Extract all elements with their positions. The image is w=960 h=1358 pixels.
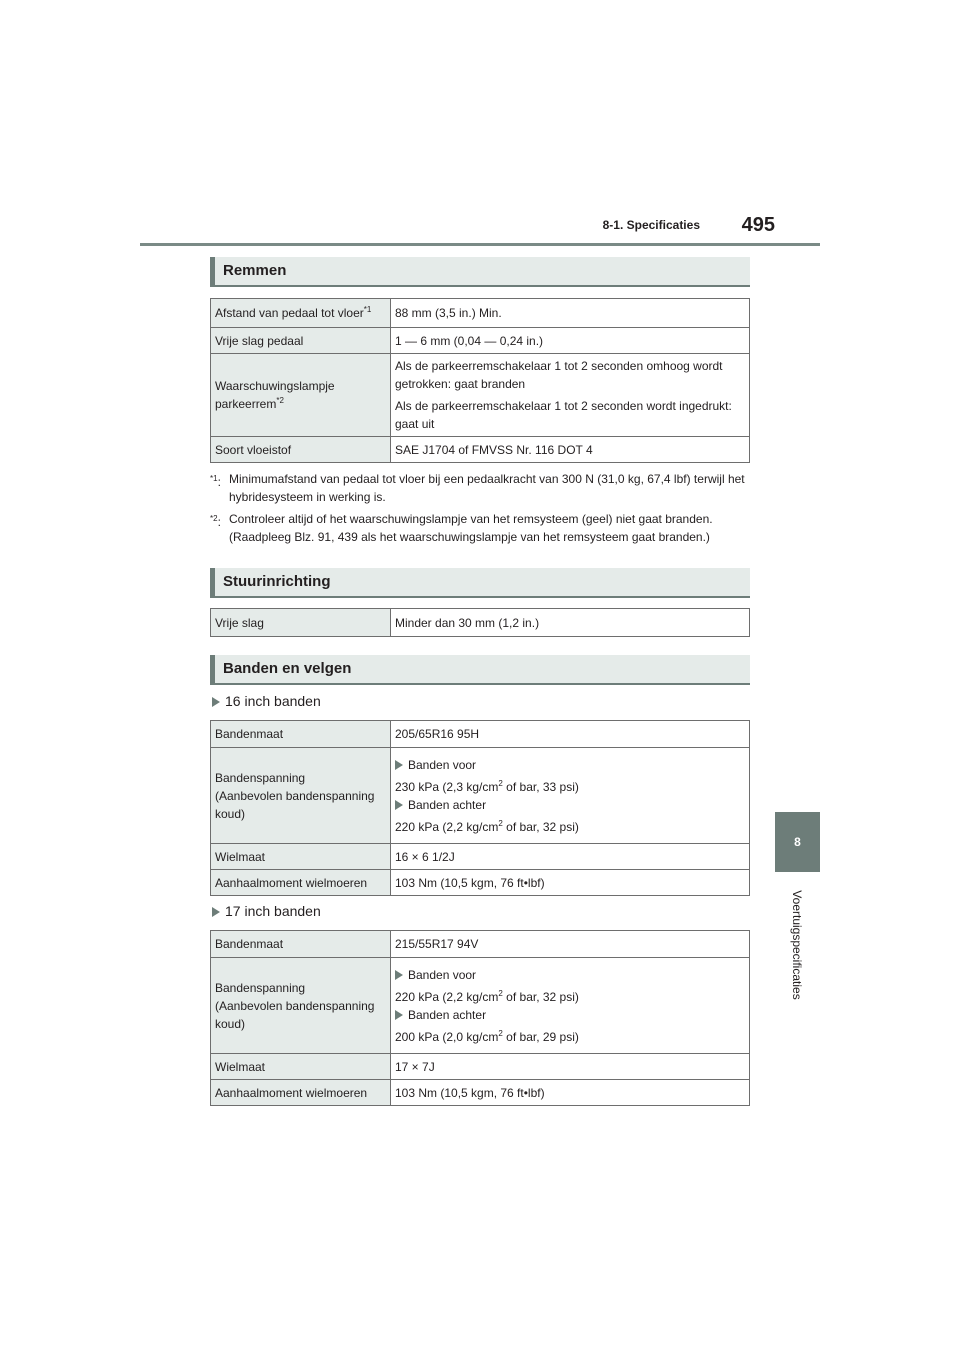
table-row [211,437,750,463]
table-row [211,748,750,844]
spec-value: 88 mm (3,5 in.) Min. [391,299,750,328]
triangle-right-icon [395,800,403,810]
spec-value: 1 — 6 mm (0,04 — 0,24 in.) [391,328,750,354]
tire-front-pressure: 220 kPa (2,2 $kg/cm^2$ of bar, 32 psi) [395,988,579,1004]
triangle-right-icon [212,907,220,917]
footnote-text: Controleer altijd of het waarschuwingslampje van het remsysteem (geel) niet gaat branden. (Raadpleeg Blz. 91, 439 als het waarschuwingslampje van het remsysteem gaat branden.) [229,512,713,544]
table-row [211,609,750,637]
spec-key: Bandenspanning (Aanbevolen bandenspanning koud) [211,748,391,844]
section-header-banden [210,655,750,685]
spec-value-line: Als de parkeerremschakelaar 1 tot 2 seconden wordt ingedrukt: gaat uit [395,399,732,431]
spec-key: Aanhaalmoment wielmoeren [211,1080,391,1106]
footnote-text: Minimumafstand van pedaal tot vloer bij een pedaalkracht van 300 N (31,0 kg, 67,4 lbf) terwijl het hybridesysteem in werking is. [229,472,745,504]
spec-value [391,748,750,844]
section-title: Stuurinrichting [223,573,331,590]
spec-table-remmen [210,298,750,463]
chapter-tab: 8 [775,812,820,872]
spec-key: Vrije slag pedaal [211,328,391,354]
spec-value: 17 × 7J [391,1054,750,1080]
spec-table-16-inch [210,720,750,896]
triangle-right-icon [395,1010,403,1020]
spec-key: Afstand van pedaal tot vloer$^{*1}$ [211,299,391,328]
header-rule [140,243,820,246]
spec-value: 103 Nm (10,5 kgm, 76 ft•lbf) [391,870,750,896]
spec-key: Bandenmaat [211,721,391,748]
table-row [211,844,750,870]
table-row [211,870,750,896]
section-header-bar [210,257,215,285]
spec-key: Bandenspanning (Aanbevolen bandenspanning koud) [211,958,391,1054]
spec-value: 16 × 6 1/2J [391,844,750,870]
footnote-2 [210,510,755,546]
section-header-stuurinrichting [210,568,750,598]
running-header-section: 8-1. Specificaties [602,218,700,232]
section-header-bar [210,655,215,683]
spec-key: Soort vloeistof [211,437,391,463]
tire-rear-label: Banden achter [395,1006,745,1024]
table-row [211,721,750,748]
spec-key: Bandenmaat [211,931,391,958]
tire-front-label: Banden voor [395,966,745,984]
table-row [211,1054,750,1080]
spec-value [391,958,750,1054]
spec-value: 205/65R16 95H [391,721,750,748]
page-number: 495 [741,214,775,236]
spec-key: Wielmaat [211,844,391,870]
tire-rear-label: Banden achter [395,796,745,814]
tire-rear-pressure: 200 kPa (2,0 $kg/cm^2$ of bar, 29 psi) [395,1028,579,1044]
spec-key: Aanhaalmoment wielmoeren [211,870,391,896]
table-row [211,1080,750,1106]
table-row [211,354,750,437]
footnote-mark: $^{*1}$: [210,474,221,489]
tire-rear-pressure: 220 kPa (2,2 $kg/cm^2$ of bar, 32 psi) [395,818,579,834]
footnote-mark: $^{*2}$: [210,514,221,529]
table-row [211,958,750,1054]
spec-value [391,354,750,437]
spec-value: 215/55R17 94V [391,931,750,958]
triangle-right-icon [395,970,403,980]
chapter-label: Voertuigspecificaties [790,890,804,1000]
spec-value: 103 Nm (10,5 kgm, 76 ft•lbf) [391,1080,750,1106]
spec-value: Minder dan 30 mm (1,2 in.) [391,609,750,637]
table-row [211,328,750,354]
subheading-16-inch: 16 inch banden [212,693,321,709]
spec-key: Waarschuwingslampje parkeerrem$^{*2}$ [211,354,391,437]
table-row [211,931,750,958]
triangle-right-icon [212,697,220,707]
spec-value: SAE J1704 of FMVSS Nr. 116 DOT 4 [391,437,750,463]
spec-key: Wielmaat [211,1054,391,1080]
spec-table-17-inch [210,930,750,1106]
tire-front-label: Banden voor [395,756,745,774]
section-title: Remmen [223,262,287,279]
footnote-1 [210,470,755,506]
triangle-right-icon [395,760,403,770]
section-title: Banden en velgen [223,660,352,677]
spec-table-stuurinrichting [210,608,750,637]
table-row [211,299,750,328]
subheading-17-inch: 17 inch banden [212,903,321,919]
tire-front-pressure: 230 kPa (2,3 $kg/cm^2$ of bar, 33 psi) [395,778,579,794]
spec-value-line: Als de parkeerremschakelaar 1 tot 2 seconden omhoog wordt getrokken: gaat branden [395,359,723,391]
spec-key: Vrije slag [211,609,391,637]
section-header-remmen [210,257,750,287]
section-header-bar [210,568,215,596]
